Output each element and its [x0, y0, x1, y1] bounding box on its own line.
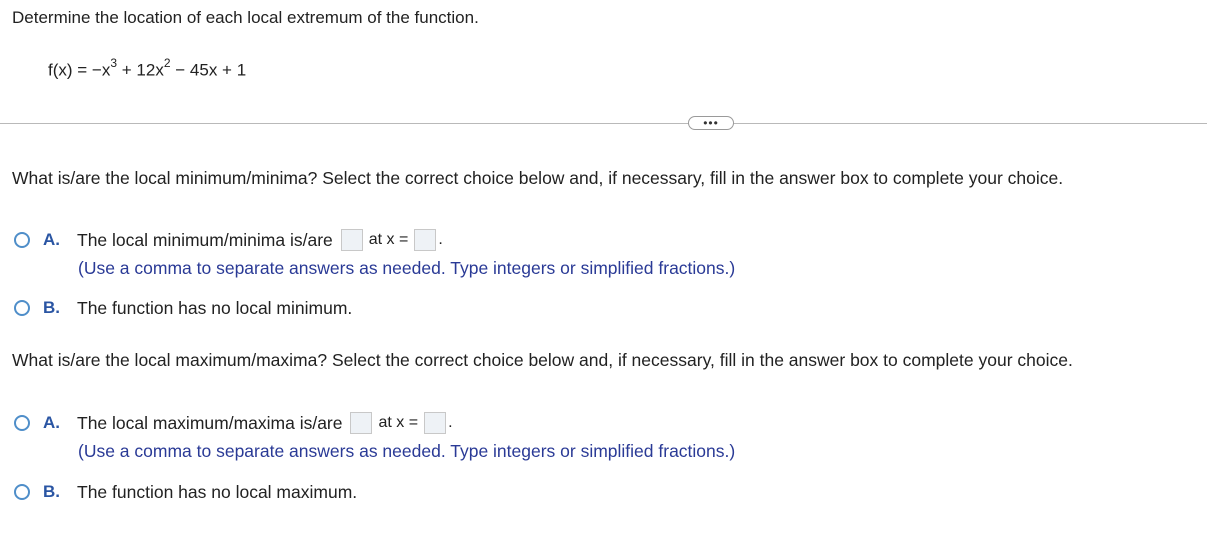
minimum-period: .	[438, 231, 443, 248]
minimum-x-input[interactable]	[414, 229, 436, 251]
minimum-option-b-text: The function has no local minimum.	[77, 297, 353, 318]
formula-lhs: f(x) = −x	[48, 60, 111, 80]
minimum-option-a-radio[interactable]	[14, 232, 30, 248]
section-divider	[0, 123, 1207, 124]
formula-exponent-2: 2	[163, 56, 171, 70]
maximum-option-b-letter: B.	[43, 482, 60, 501]
maximum-option-a-text: The local maximum/maxima is/are	[77, 412, 343, 433]
minimum-at-x-label: at x =	[368, 231, 409, 248]
maximum-hint: (Use a comma to separate answers as needed. Type integers or simplified fractions.)	[78, 441, 736, 461]
maximum-x-input[interactable]	[424, 412, 446, 434]
minimum-option-b-letter: B.	[43, 298, 60, 317]
maximum-option-b-radio[interactable]	[14, 484, 30, 500]
formula-rhs: − 45x + 1	[170, 60, 247, 80]
maximum-option-a-letter: A.	[43, 413, 60, 432]
minimum-option-a[interactable]	[14, 227, 443, 253]
minimum-hint: (Use a comma to separate answers as needed. Type integers or simplified fractions.)	[78, 258, 736, 278]
maximum-option-a[interactable]	[14, 410, 453, 436]
maximum-at-x-label: at x =	[378, 414, 419, 431]
maximum-option-b-text: The function has no local maximum.	[77, 481, 358, 502]
maximum-option-a-radio[interactable]	[14, 415, 30, 431]
function-formula	[48, 58, 246, 81]
maximum-question: What is/are the local maximum/maxima? Select the correct choice below and, if necessary, fill in the answer box to complete your choice.	[12, 350, 1073, 370]
problem-prompt: Determine the location of each local extremum of the function.	[12, 8, 479, 27]
formula-exponent-3: 3	[110, 56, 118, 70]
minimum-option-b-radio[interactable]	[14, 300, 30, 316]
maximum-value-input[interactable]	[350, 412, 372, 434]
minimum-option-b[interactable]	[14, 295, 352, 321]
more-options-button[interactable]: •••	[688, 116, 734, 130]
maximum-period: .	[448, 414, 453, 431]
minimum-value-input[interactable]	[341, 229, 363, 251]
minimum-option-a-letter: A.	[43, 230, 60, 249]
formula-middle: + 12x	[117, 60, 164, 80]
minimum-option-a-text: The local minimum/minima is/are	[77, 229, 333, 250]
minimum-question: What is/are the local minimum/minima? Select the correct choice below and, if necessary, fill in the answer box to complete your choice.	[12, 168, 1064, 188]
maximum-option-b[interactable]	[14, 479, 357, 505]
